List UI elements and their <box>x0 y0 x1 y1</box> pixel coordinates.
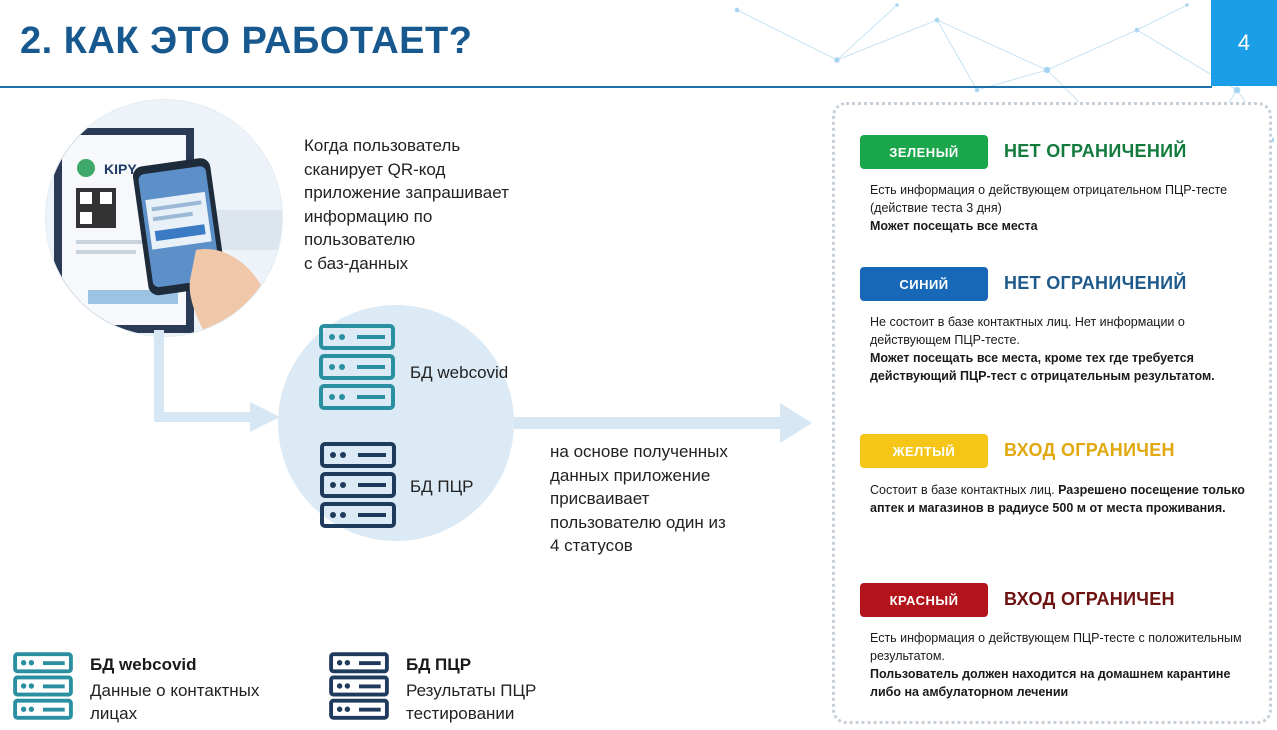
arrow-stem-down <box>154 330 164 422</box>
status-badge-red: КРАСНЫЙ <box>860 583 988 617</box>
board-brand-label: KIPY <box>104 161 137 177</box>
status-badge-yellow: ЖЕЛТЫЙ <box>860 434 988 468</box>
status-normal-text: Состоит в базе контактных лиц. <box>870 483 1055 497</box>
db-webcovid-label: БД webcovid <box>410 363 509 382</box>
server-rack-icon <box>318 440 398 530</box>
server-rack-icon <box>317 322 397 412</box>
server-rack-icon <box>328 650 390 722</box>
page-title: 2. КАК ЭТО РАБОТАЕТ? <box>20 20 473 62</box>
arrow-stem-right <box>154 412 250 422</box>
assign-line: на основе полученных <box>550 442 728 461</box>
legend-desc-line: Данные о контактных <box>90 681 260 700</box>
legend-pcr-desc <box>406 679 536 725</box>
db-pcr-label: БД ПЦР <box>410 477 474 496</box>
status-bold-text: Может посещать все места <box>870 219 1038 233</box>
server-rack-icon <box>12 650 74 722</box>
status-bold-text: Может посещать все места, кроме тех где требуется действующий ПЦР-тест с отрицательным результатом. <box>870 351 1215 383</box>
intro-line: приложение запрашивает <box>304 183 509 202</box>
arrow-icon <box>250 402 280 432</box>
legend-desc-line: лицах <box>90 704 138 723</box>
status-badge-green: ЗЕЛЕНЫЙ <box>860 135 988 169</box>
status-badge-blue: СИНИЙ <box>860 267 988 301</box>
status-desc-yellow <box>870 481 1250 517</box>
status-heading-blue: НЕТ ОГРАНИЧЕНИЙ <box>1004 273 1187 293</box>
legend-webcovid-title: БД webcovid <box>90 655 197 674</box>
intro-line: Когда пользователь <box>304 136 461 155</box>
intro-line: с баз-данных <box>304 253 409 273</box>
intro-text <box>304 134 554 275</box>
assign-status-text <box>550 440 760 558</box>
status-bold-text: Разрешено посещение только аптек и магазинов в радиусе 500 м от места проживания. <box>870 483 1245 515</box>
assign-line: пользователю один из <box>550 512 726 532</box>
status-normal-text: Есть информация о действующем отрицательном ПЦР-тесте (действие теста 3 дня) <box>870 183 1228 215</box>
assign-line: 4 статусов <box>550 536 633 555</box>
status-normal-text: Не состоит в базе контактных лиц. Нет информации о действующем ПЦР-тесте. <box>870 315 1185 347</box>
status-desc-green <box>870 181 1250 235</box>
arrow-stem-main <box>514 417 782 429</box>
intro-line: информацию по <box>304 206 433 226</box>
status-normal-text: Есть информация о действующем ПЦР-тесте с положительным результатом. <box>870 631 1242 663</box>
status-desc-red <box>870 629 1250 701</box>
status-heading-red: ВХОД ОГРАНИЧЕН <box>1004 589 1175 609</box>
assign-line: присваивает <box>550 489 650 508</box>
phone-icon <box>46 100 282 336</box>
intro-line: сканирует QR-код <box>304 159 446 179</box>
status-heading-yellow: ВХОД ОГРАНИЧЕН <box>1004 440 1175 460</box>
assign-line: данных приложение <box>550 465 711 485</box>
status-heading-green: НЕТ ОГРАНИЧЕНИЙ <box>1004 141 1187 161</box>
legend-pcr-title: БД ПЦР <box>406 655 472 674</box>
page-number-badge: 4 <box>1211 0 1277 86</box>
legend-desc-line: Результаты ПЦР <box>406 681 537 700</box>
status-desc-blue <box>870 313 1250 385</box>
legend-desc-line: тестировании <box>406 704 515 723</box>
qr-scan-photo <box>46 100 282 336</box>
header-divider <box>0 86 1212 88</box>
legend-webcovid-desc <box>90 679 259 725</box>
status-bold-text: Пользователь должен находится на домашнем карантине либо на амбулаторном лечении <box>870 667 1231 699</box>
intro-line: пользователю <box>304 230 416 249</box>
arrow-icon <box>780 403 812 443</box>
